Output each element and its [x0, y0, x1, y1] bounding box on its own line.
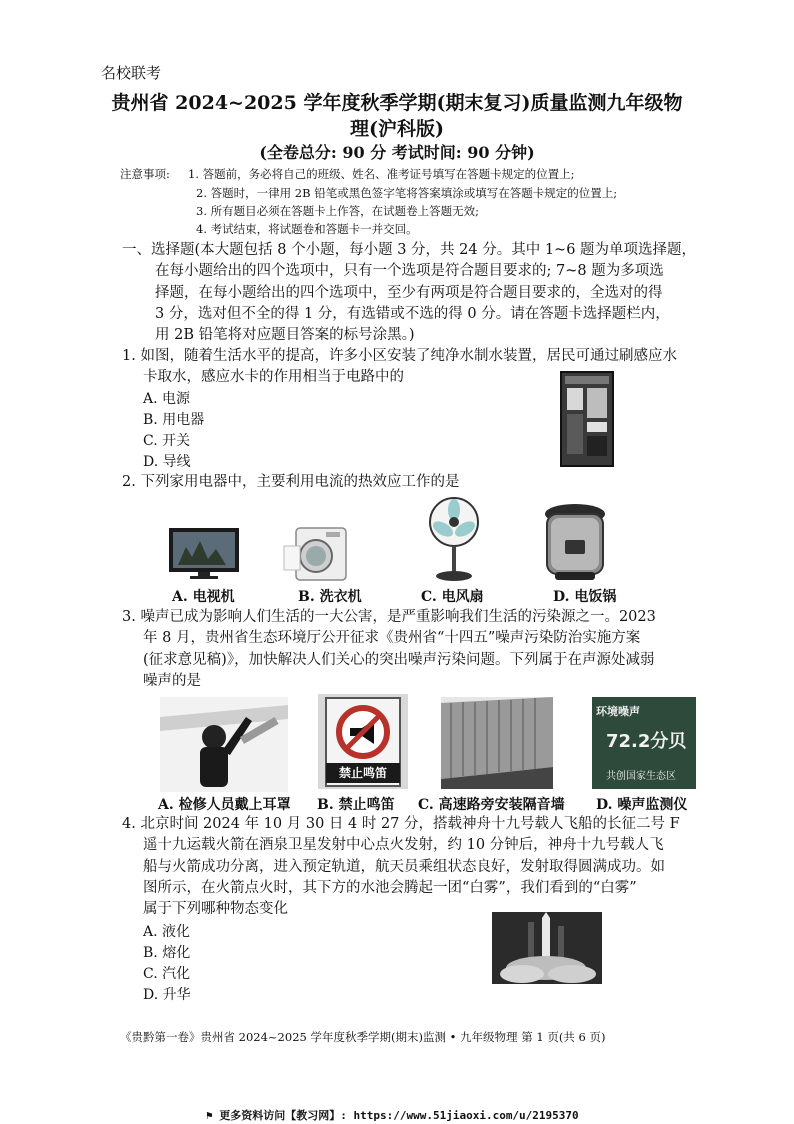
q1-option-c: C. 开关: [143, 433, 191, 449]
sound-barrier-image: [441, 697, 553, 789]
q1-line-1: 1. 如图，随着生活水平的提高，许多小区安装了纯净水制水装置，居民可通过刷感应水: [122, 348, 677, 364]
worker-earmuffs-image: [160, 697, 288, 792]
page-title-line1: 贵州省 2024~2025 学年度秋季学期(期末复习)质量监测九年级物: [111, 92, 683, 114]
q3-caption-c: C. 高速路旁安装隔音墙: [418, 797, 565, 813]
q4-line-1: 4. 北京时间 2024 年 10 月 30 日 4 时 27 分，搭载神舟十九号载人飞船的长征二号 F: [122, 816, 680, 832]
page-title-line2: 理(沪科版): [350, 118, 444, 140]
tv-image: [168, 527, 240, 579]
q1-line-2: 卡取水，感应水卡的作用相当于电路中的: [143, 369, 404, 386]
q3-line-2: 年 8 月，贵州省生态环境厅公开征求《贵州省“十四五”噪声污染防治实施方案: [143, 630, 641, 647]
q4-line-5: 属于下列哪种物态变化: [143, 901, 288, 918]
notes-label: 注意事项:: [120, 167, 170, 181]
promo-text: 更多资料访问【教习网】: https://www.51jiaoxi.com/u/2195370: [219, 1109, 579, 1122]
flag-icon: ⚑: [206, 1109, 213, 1122]
q4-option-a: A. 液化: [143, 924, 191, 940]
q1-option-d: D. 导线: [143, 454, 191, 470]
noise-monitor-image: [592, 697, 696, 789]
q4-option-d: D. 升华: [143, 987, 191, 1003]
exam-tag: 名校联考: [101, 64, 162, 82]
section1-line-1: 一、选择题(本大题包括 8 个小题，每小题 3 分，共 24 分。其中 1~6 题为单项选择题，: [122, 242, 697, 258]
page-footer: 《贵黔第一卷》贵州省 2024~2025 学年度秋季学期(期末)监测 • 九年级物理 第 1 页(共 6 页): [120, 1030, 606, 1044]
electric-fan-image: [426, 496, 482, 584]
q4-line-4: 图所示，在火箭点火时，其下方的水池会腾起一团“白雾”，我们看到的“白雾”: [143, 879, 637, 896]
washing-machine-image: [282, 522, 354, 582]
notes-item-2: 2. 答题时，一律用 2B 铅笔或黑色签字笔将答案填涂或填写在答题卡规定的位置上;: [196, 186, 618, 200]
exam-subtitle: (全卷总分: 90 分 考试时间: 90 分钟): [259, 143, 535, 162]
section1-line-5: 用 2B 铅笔将对应题目答案的标号涂黑。): [155, 327, 415, 344]
q3-line-3: (征求意见稿)》，加快解决人们关心的突出噪声污染问题。下列属于在声源处减弱: [143, 651, 655, 668]
section1-instructions: [122, 240, 696, 346]
no-honking-sign-text: 禁止鸣笛: [326, 763, 400, 783]
question-3: [122, 607, 656, 692]
q3-line-1: 3. 噪声已成为影响人们生活的一大公害，是严重影响我们生活的污染源之一。2023: [122, 609, 656, 625]
rice-cooker-image: [541, 500, 609, 584]
q4-line-2: 遥十九运载火箭在酒泉卫星发射中心点火发射，约 10 分钟后，神舟十九号载人飞: [143, 837, 664, 854]
q3-caption-d: D. 噪声监测仪: [596, 797, 688, 813]
noise-monitor-value: 72.2分贝: [606, 731, 687, 752]
section1-line-3: 择题，在每小题给出的四个选项中，至少有两项是符合题目要求的，全选对的得: [155, 284, 663, 301]
notes-item-4: 4. 考试结束，将试题卷和答题卡一并交回。: [196, 222, 418, 236]
q2-caption-a: A. 电视机: [172, 589, 235, 605]
water-machine-image: [559, 370, 615, 468]
q4-option-b: B. 熔化: [143, 945, 191, 961]
q1-option-a: A. 电源: [143, 391, 191, 407]
notes-item-1: 1. 答题前，务必将自己的班级、姓名、准考证号填写在答题卡规定的位置上;: [188, 167, 575, 181]
q2-caption-b: B. 洗衣机: [298, 589, 362, 605]
q4-option-c: C. 汽化: [143, 966, 191, 982]
q3-caption-b: B. 禁止鸣笛: [317, 797, 395, 813]
section1-line-4: 3 分，选对但不全的得 1 分，有选错或不选的得 0 分。请在答题卡选择题栏内，: [155, 305, 670, 322]
promo-link[interactable]: [206, 1107, 579, 1123]
q2-stem: 2. 下列家用电器中，主要利用电流的热效应工作的是: [122, 474, 460, 490]
q4-line-3: 船与火箭成功分离，进入预定轨道，航天员乘组状态良好，发射取得圆满成功。如: [143, 858, 665, 875]
notes-item-3: 3. 所有题目必须在答题卡上作答，在试题卷上答题无效;: [196, 204, 479, 218]
rocket-launch-image: [492, 912, 602, 984]
no-honking-sign-image: [318, 694, 408, 789]
q3-line-4: 噪声的是: [143, 672, 201, 689]
q3-caption-a: A. 检修人员戴上耳罩: [158, 797, 291, 813]
noise-monitor-footer: 共创国家生态区: [606, 771, 676, 782]
question-4: [122, 814, 680, 920]
section1-line-2: 在每小题给出的四个选项中，只有一个选项是符合题目要求的; 7~8 题为多项选: [155, 263, 664, 280]
q1-option-b: B. 用电器: [143, 412, 205, 428]
q2-caption-c: C. 电风扇: [421, 589, 484, 605]
q2-caption-d: D. 电饭锅: [553, 589, 617, 605]
noise-monitor-label: 环境噪声: [596, 705, 640, 718]
